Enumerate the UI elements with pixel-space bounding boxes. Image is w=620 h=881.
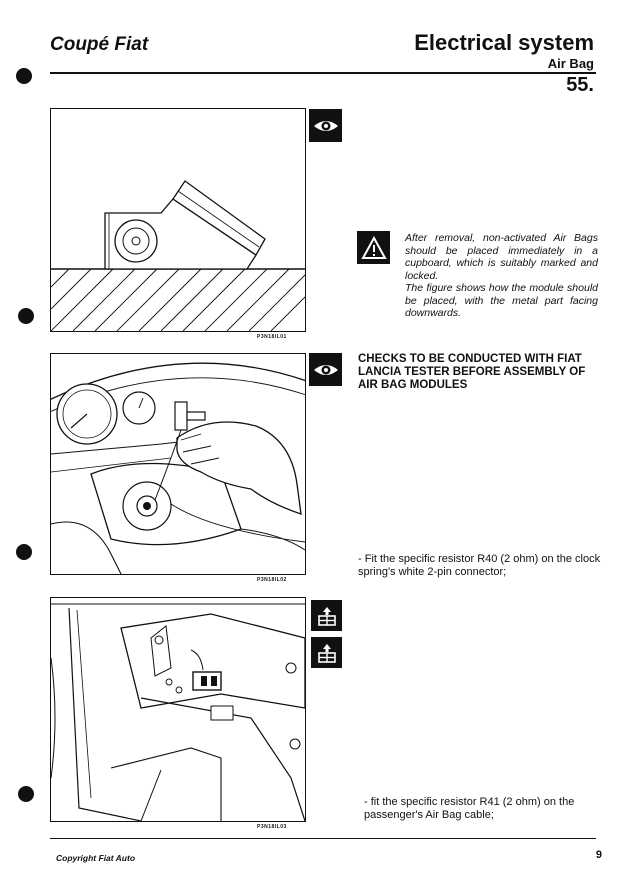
page-number: 9 <box>595 849 602 861</box>
section-subtitle: Air Bag <box>547 56 594 71</box>
punch-hole <box>16 544 32 560</box>
figure-clock-spring <box>50 353 306 575</box>
warning-text-continued: The figure shows how the module should be placed, with the metal part facing downwards. <box>405 282 598 319</box>
footer-divider <box>50 838 596 839</box>
disassembly-icon <box>311 600 342 631</box>
checks-heading: CHECKS TO BE CONDUCTED WITH FIAT LANCIA TESTER BEFORE ASSEMBLY OF AIR BAG MODULES <box>358 353 586 391</box>
copyright: Copyright Fiat Auto <box>56 853 136 863</box>
header-divider <box>50 72 596 74</box>
figure-passenger-airbag-cable <box>50 597 306 822</box>
figure-code: P3N18IL01 <box>257 334 287 340</box>
punch-hole <box>16 68 32 84</box>
warning-triangle-icon <box>357 231 390 264</box>
eye-icon <box>309 109 342 142</box>
punch-hole <box>18 786 34 802</box>
eye-icon <box>309 353 342 386</box>
disassembly-icon <box>311 637 342 668</box>
section-title: Electrical system <box>414 30 594 55</box>
punch-hole <box>18 308 34 324</box>
section-number: 55. <box>566 74 594 96</box>
step-fit-resistor-r40: - Fit the specific resistor R40 (2 ohm) on the clock spring's white 2-pin connector; <box>358 553 601 578</box>
figure-code: P3N18IL02 <box>257 577 287 583</box>
figure-code: P3N18IL03 <box>257 824 287 830</box>
warning-text: After removal, non-activated Air Bags should be placed immediately in a cupboard, which is suitably marked and locked. <box>405 232 598 282</box>
step-fit-resistor-r41: - fit the specific resistor R41 (2 ohm) on the passenger's Air Bag cable; <box>364 796 575 821</box>
figure-airbag-storage <box>50 108 306 332</box>
brand-title: Coupé Fiat <box>50 34 149 55</box>
